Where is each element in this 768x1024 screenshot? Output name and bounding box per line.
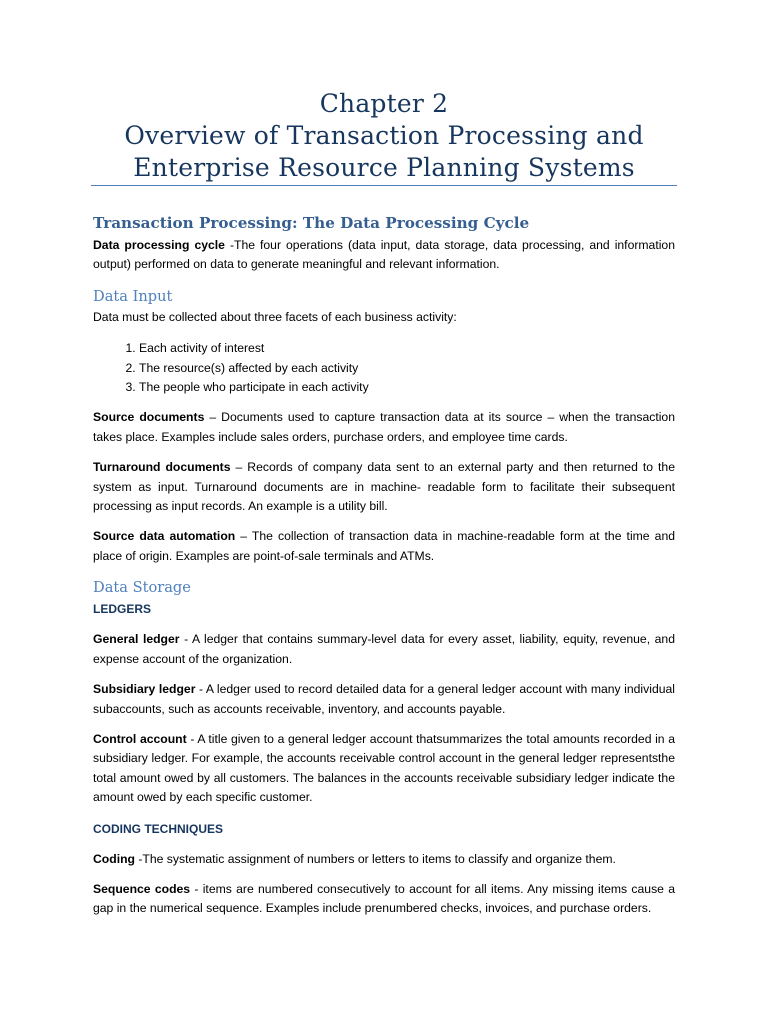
term-sequence-codes: Sequence codes	[93, 881, 191, 896]
paragraph-general-ledger	[93, 630, 675, 669]
term-data-processing-cycle: Data processing cycle	[93, 238, 225, 252]
section-heading-transaction-processing: Transaction Processing: The Data Processing Cycle	[93, 214, 530, 232]
paragraph-turnaround-documents	[93, 458, 675, 516]
definition-data-processing-cycle: -The four operations (data input, data storage, data processing, and information output) performed on data to generate meaningful and relevant information.	[93, 238, 675, 272]
paragraph-source-data-automation	[93, 527, 675, 566]
term-general-ledger: General ledger	[93, 632, 180, 647]
definition-control-account: - A title given to a general ledger account thatsummarizes the total amounts recorded in a subsidiary ledger. For example, the accounts receivable control account in the general ledger representsthe total amount owed by all customers. The balances in the accounts receivable subsidiary ledger indicate the amount owed by each specific customer.	[93, 731, 676, 805]
chapter-title-line-2: Enterprise Resource Planning Systems	[133, 153, 635, 182]
list-item: 2. The resource(s) affected by each activity	[139, 359, 675, 378]
term-source-documents: Source documents	[93, 410, 205, 425]
chapter-number: Chapter 2	[319, 89, 449, 118]
section-heading-data-input: Data Input	[93, 287, 173, 305]
definition-source-data-automation: – The collection of transaction data in machine-readable form at the time and place of origin. Examples are point-of-sale terminals and ATMs.	[93, 529, 675, 563]
term-coding: Coding	[93, 851, 135, 866]
term-control-account: Control account	[93, 731, 187, 746]
subheading-ledgers: LEDGERS	[93, 602, 152, 617]
definition-subsidiary-ledger: - A ledger used to record detailed data for a general ledger account with many individual subaccounts, such as accounts receivable, inventory, and accounts payable.	[93, 682, 675, 716]
term-subsidiary-ledger: Subsidiary ledger	[93, 682, 196, 697]
title-divider	[91, 185, 677, 186]
term-turnaround-documents: Turnaround documents	[93, 460, 231, 475]
list-item: 1. Each activity of interest	[139, 339, 675, 358]
paragraph-data-input-intro: Data must be collected about three facets of each business activity:	[93, 309, 457, 324]
term-source-data-automation: Source data automation	[93, 529, 236, 544]
paragraph-coding	[93, 850, 675, 869]
document-body	[93, 212, 675, 930]
list-item: 3. The people who participate in each activity	[139, 378, 675, 397]
chapter-title-block	[0, 88, 768, 184]
paragraph-control-account	[93, 730, 675, 808]
subheading-coding-techniques: CODING TECHNIQUES	[93, 821, 224, 836]
paragraph-source-documents	[93, 408, 675, 447]
definition-turnaround-documents: – Records of company data sent to an external party and then returned to the system as input. Turnaround documents are in machine- readable form to facilitate their subsequent processing as input records. An example is a utility bill.	[93, 460, 675, 514]
chapter-title-line-1: Overview of Transaction Processing and	[124, 121, 644, 150]
definition-sequence-codes: - items are numbered consecutively to account for all items. Any missing items cause a gap in the numerical sequence. Examples include prenumbered checks, invoices, and purchase orders.	[93, 881, 676, 916]
section-heading-data-storage: Data Storage	[93, 579, 191, 597]
definition-general-ledger: - A ledger that contains summary-level data for every asset, liability, equity, revenue, and expense account of the organization.	[93, 632, 675, 666]
definition-coding: -The systematic assignment of numbers or letters to items to classify and organize them.	[134, 851, 616, 866]
paragraph-sequence-codes	[93, 880, 675, 919]
definition-source-documents: – Documents used to capture transaction data at its source – when the transaction takes place. Examples include sales orders, purchase orders, and employee time cards.	[93, 410, 675, 444]
paragraph-data-processing-cycle	[93, 236, 675, 275]
paragraph-subsidiary-ledger	[93, 680, 675, 719]
facets-list	[93, 339, 675, 397]
